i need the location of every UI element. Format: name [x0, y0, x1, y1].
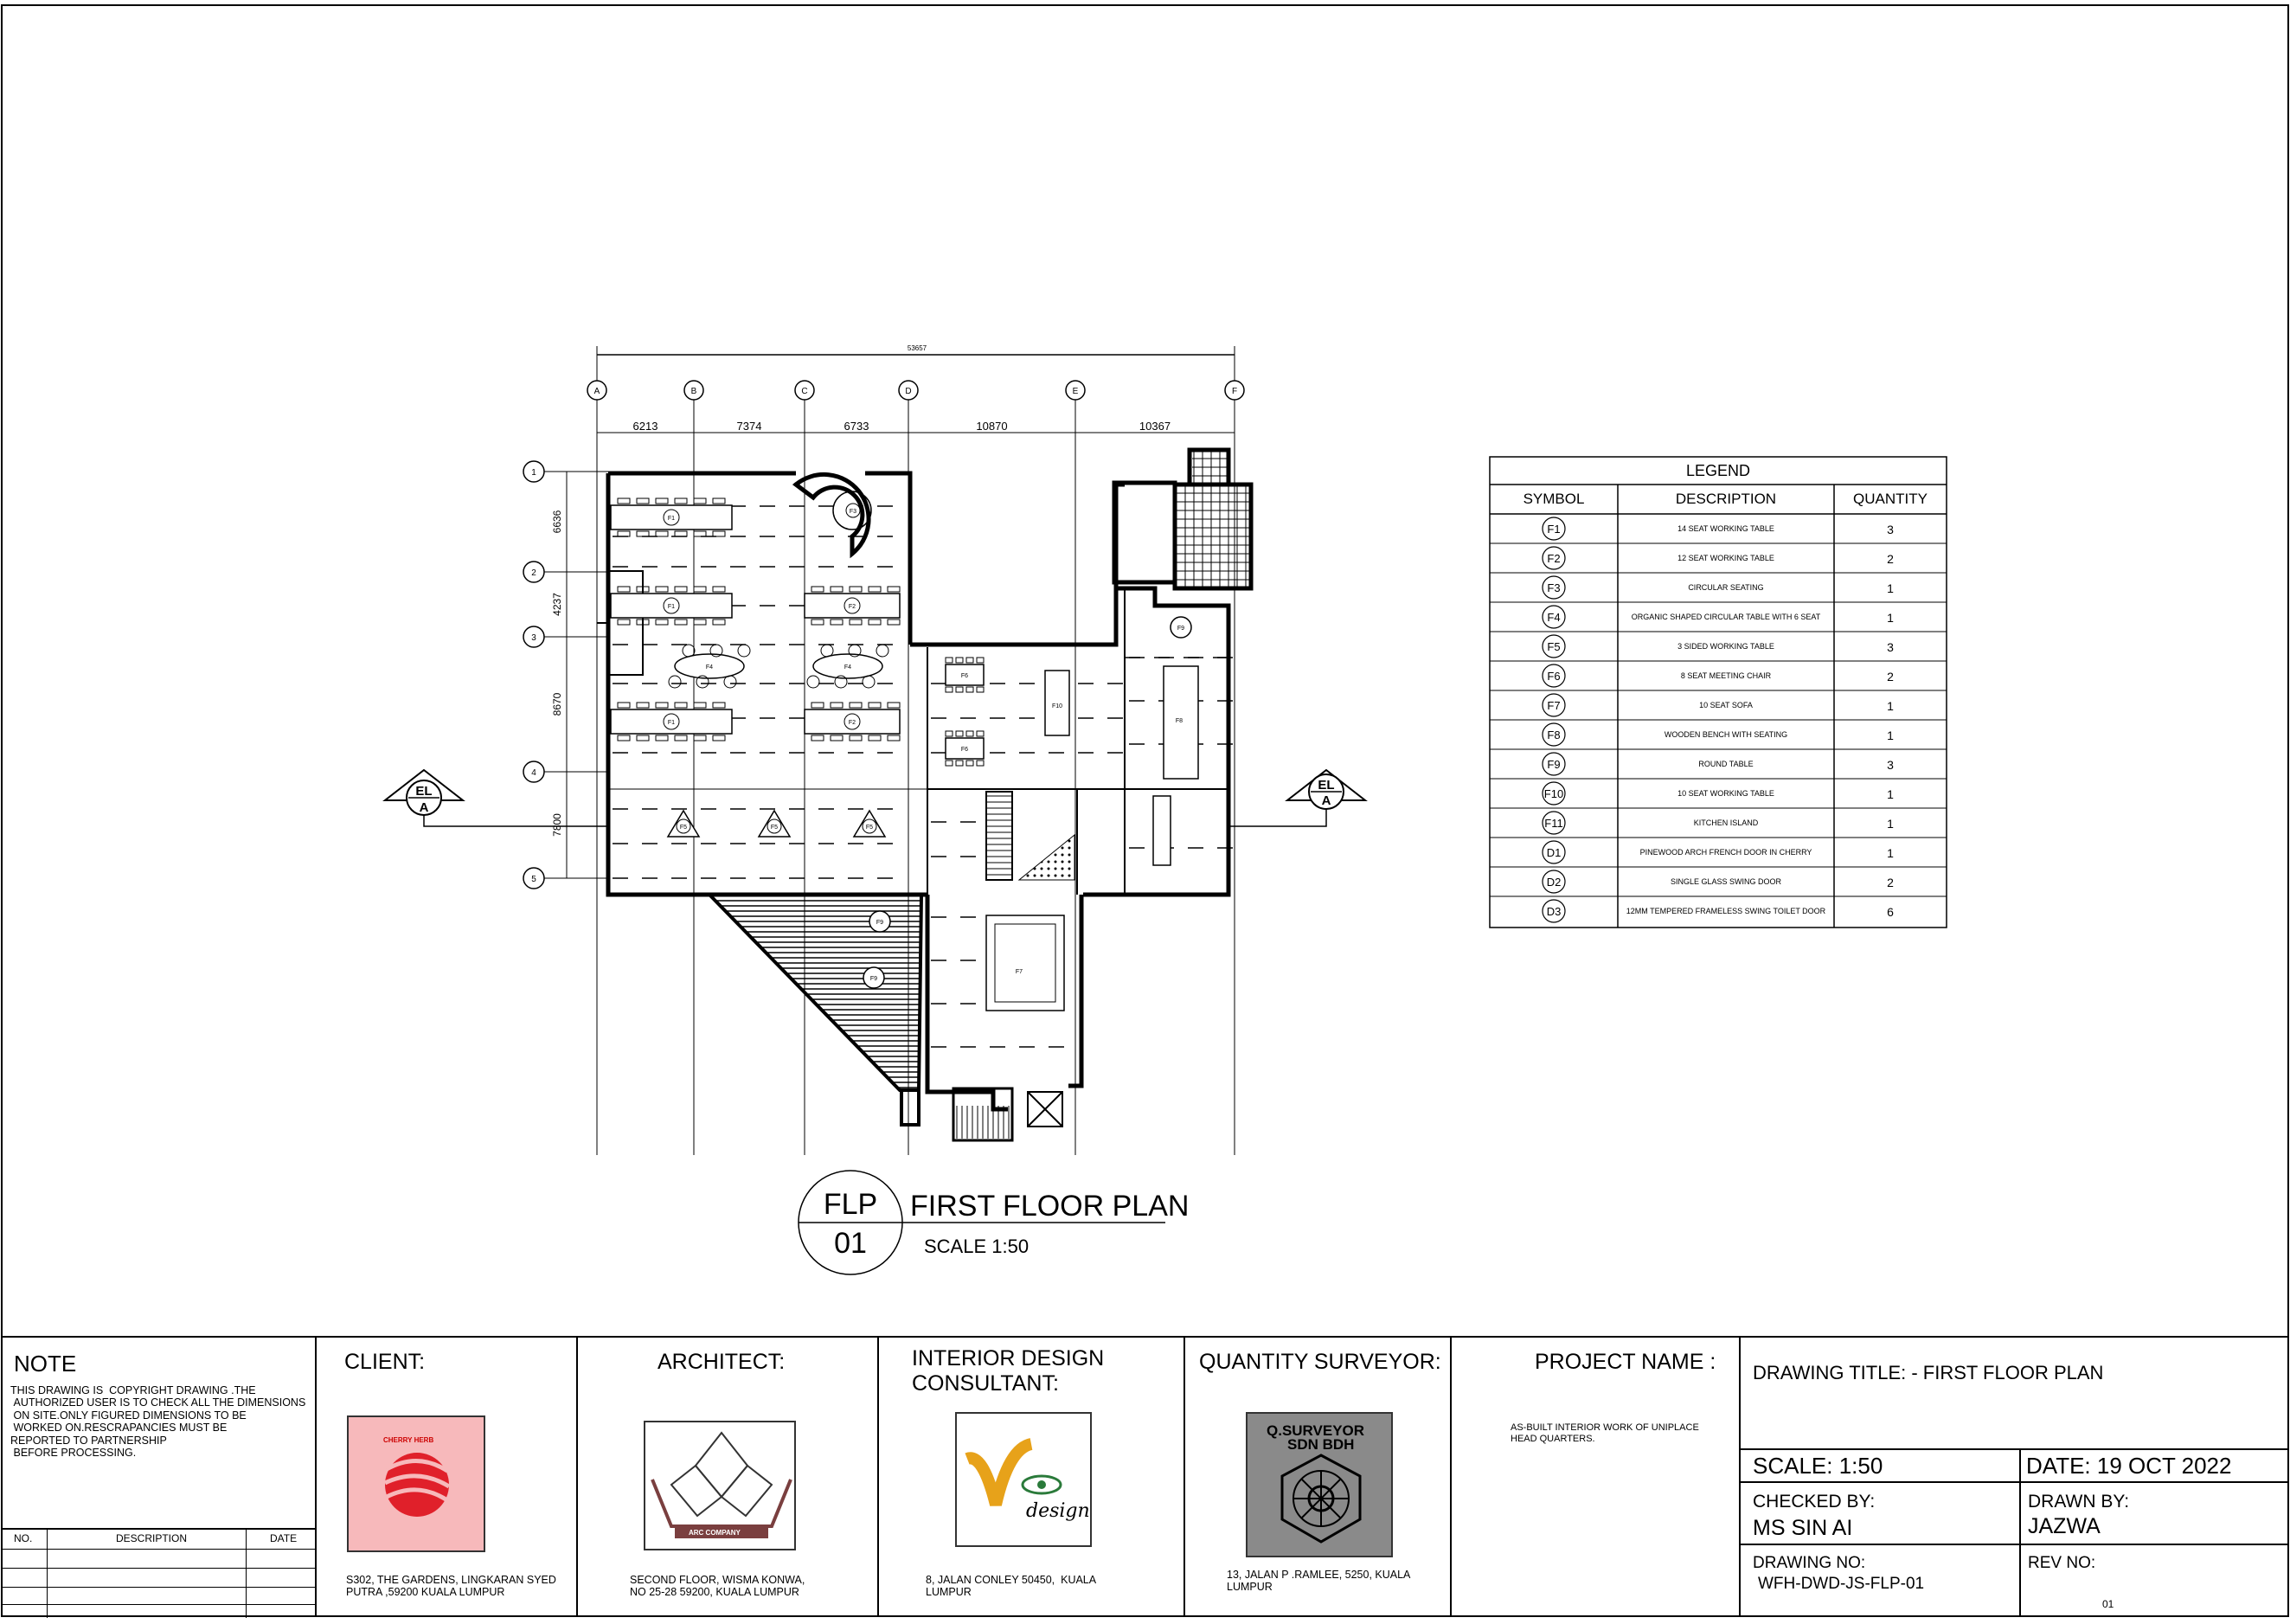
legend-header: SYMBOL	[1523, 491, 1585, 507]
furniture-tag: F5	[679, 825, 688, 831]
interior-logo-mark	[957, 1414, 1094, 1549]
chair	[966, 761, 973, 766]
grid-rows	[523, 461, 608, 889]
legend-symbol: D3	[1546, 905, 1562, 918]
drawing-date: DATE: 19 OCT 2022	[2026, 1453, 2232, 1479]
drawn-by-label: DRAWN BY:	[2028, 1492, 2130, 1512]
toilet-tiles	[1177, 486, 1249, 587]
client-logo	[347, 1415, 485, 1552]
chair	[966, 731, 973, 736]
surveyor-logo-text-2: SDN BDH	[1287, 1436, 1355, 1453]
plan-tag-top: FLP	[823, 1188, 878, 1221]
legend-quantity: 1	[1887, 581, 1894, 595]
legend-header: QUANTITY	[1853, 491, 1928, 507]
chair	[675, 587, 687, 592]
drawn-by-value: JAZWA	[2028, 1514, 2101, 1538]
legend-quantity: 2	[1887, 552, 1894, 566]
chair	[656, 587, 668, 592]
elevation-marker-right	[1228, 770, 1365, 826]
seat	[669, 676, 681, 688]
surveyor-logo	[1246, 1412, 1393, 1557]
legend-quantity: 1	[1887, 611, 1894, 625]
drawing-info-section	[1741, 1338, 2288, 1616]
client-logo-text: CHERRY HERB	[383, 1436, 434, 1444]
chair	[637, 498, 649, 504]
legend-quantity: 2	[1887, 876, 1894, 889]
chair	[831, 735, 843, 741]
chair	[811, 619, 824, 625]
surveyor-address: 13, JALAN P .RAMLEE, 5250, KUALA LUMPUR	[1227, 1569, 1411, 1594]
toilet-tiles-2	[1192, 452, 1227, 483]
seat	[876, 645, 888, 657]
furniture-tag: F5	[770, 825, 779, 831]
legend-description: 8 SEAT MEETING CHAIR	[1680, 671, 1772, 680]
chair	[637, 531, 649, 536]
drawing-no-label: DRAWING NO:	[1753, 1554, 1866, 1572]
chair	[675, 703, 687, 708]
elevation-right-bottom: A	[1321, 793, 1331, 808]
chair	[811, 587, 824, 592]
legend-quantity: 2	[1887, 670, 1894, 684]
chair	[850, 619, 862, 625]
checked-by-value: MS SIN AI	[1753, 1516, 1853, 1540]
chair	[675, 498, 687, 504]
grid-row-label: 4	[531, 768, 536, 778]
chair	[946, 731, 953, 736]
lower-staircase	[953, 1088, 1062, 1140]
legend-description: 10 SEAT WORKING TABLE	[1677, 789, 1774, 798]
legend-symbol: F10	[1543, 787, 1564, 800]
chair	[618, 498, 630, 504]
chair	[831, 703, 843, 708]
legend-header: DESCRIPTION	[1675, 491, 1777, 507]
chair	[637, 735, 649, 741]
row-dim-text: 4237	[551, 593, 563, 616]
legend-symbol: F3	[1547, 581, 1561, 594]
chair	[713, 587, 725, 592]
legend-title: LEGEND	[1685, 462, 1751, 479]
chair	[850, 735, 862, 741]
seat	[724, 676, 736, 688]
chair	[850, 703, 862, 708]
furniture-tag: F1	[667, 604, 676, 610]
chair	[713, 498, 725, 504]
interior-logo	[955, 1412, 1092, 1547]
interior-address: 8, JALAN CONLEY 50450, KUALA LUMPUR	[926, 1574, 1097, 1599]
chair	[888, 703, 900, 708]
legend-symbol: F6	[1547, 670, 1561, 683]
revision-table	[2, 1528, 315, 1618]
note-text: THIS DRAWING IS COPYRIGHT DRAWING .THE AUTHORIZED USER IS TO CHECK ALL THE DIMENSIONS ON SITE.ONLY FIGURED DIMENSIONS TO BE WORKED ON.RESCRAPANCIES MUST BE REPORTED TO PARTNERSHIP BEFORE PROCESSING.	[10, 1384, 306, 1459]
legend-description: 12 SEAT WORKING TABLE	[1677, 554, 1774, 562]
seat	[683, 645, 695, 657]
note-heading: NOTE	[14, 1351, 77, 1377]
furniture-tag: F4	[705, 664, 714, 671]
rev-header-description: DESCRIPTION	[116, 1532, 188, 1544]
legend-table	[1490, 457, 1947, 928]
legend-description: 10 SEAT SOFA	[1699, 701, 1753, 709]
chair	[694, 587, 706, 592]
seat	[863, 676, 875, 688]
legend-description: PINEWOOD ARCH FRENCH DOOR IN CHERRY	[1639, 848, 1812, 857]
legend-description: KITCHEN ISLAND	[1693, 818, 1759, 827]
grid-row-label: 5	[531, 875, 536, 884]
legend-symbol: F1	[1547, 523, 1561, 536]
chair	[946, 687, 953, 692]
architect-address: SECOND FLOOR, WISMA KONWA, NO 25-28 59200, KUALA LUMPUR	[630, 1574, 805, 1599]
rev-no-value: 01	[2102, 1598, 2114, 1610]
legend-description: WOODEN BENCH WITH SEATING	[1664, 730, 1788, 739]
chair	[618, 735, 630, 741]
grid-column-label: E	[1072, 387, 1079, 396]
legend-quantity: 3	[1887, 640, 1894, 654]
legend-quantity: 1	[1887, 699, 1894, 713]
legend-symbol: F5	[1547, 640, 1561, 653]
project-section	[1452, 1338, 1741, 1616]
legend-quantity: 6	[1887, 905, 1894, 919]
chair	[713, 735, 725, 741]
seat	[807, 676, 819, 688]
legend-symbol: F7	[1547, 699, 1561, 712]
plan-title-block	[799, 1171, 1189, 1274]
legend-symbol: F8	[1547, 729, 1561, 741]
legend-description: SINGLE GLASS SWING DOOR	[1670, 877, 1782, 886]
plan-title: FIRST FLOOR PLAN	[910, 1190, 1190, 1223]
chair	[956, 687, 963, 692]
furniture-tag: F8	[1175, 718, 1183, 724]
column-dim-text: 6733	[844, 420, 869, 433]
chair	[956, 761, 963, 766]
rev-no-label: REV NO:	[2028, 1554, 2096, 1572]
column-dim-text: 10870	[976, 420, 1008, 433]
chair	[618, 587, 630, 592]
elevation-right-top: EL	[1318, 778, 1335, 793]
chair	[656, 703, 668, 708]
architect-heading: ARCHITECT:	[657, 1350, 786, 1374]
chair	[713, 703, 725, 708]
drawing-scale: SCALE: 1:50	[1753, 1453, 1883, 1479]
furniture-tag: F7	[1015, 969, 1023, 975]
interior-section	[879, 1338, 1185, 1616]
rev-header-no: NO.	[14, 1532, 33, 1544]
chair	[869, 735, 881, 741]
chair	[637, 703, 649, 708]
grid-column-label: F	[1231, 387, 1238, 396]
chair	[869, 619, 881, 625]
furniture-tag: F2	[848, 604, 856, 610]
chair	[675, 735, 687, 741]
legend-quantity: 1	[1887, 729, 1894, 742]
client-logo-mark	[349, 1417, 487, 1554]
chair	[977, 687, 984, 692]
legend-quantity: 1	[1887, 817, 1894, 831]
surveyor-logo-text-1: Q.SURVEYOR	[1267, 1422, 1365, 1439]
elevation-left-top: EL	[415, 784, 433, 799]
legend-symbol: D1	[1546, 846, 1562, 859]
client-heading: CLIENT:	[344, 1350, 426, 1374]
legend-quantity: 1	[1887, 846, 1894, 860]
elevation-marker-left	[385, 770, 608, 826]
grid-column-label: D	[905, 387, 912, 396]
circular-seating-f3	[796, 474, 871, 554]
drawing-no-value: WFH-DWD-JS-FLP-01	[1758, 1575, 1925, 1593]
furniture-tag: F9	[1177, 626, 1185, 632]
plan-scale: SCALE 1:50	[924, 1236, 1030, 1257]
chair	[956, 658, 963, 663]
chair	[831, 587, 843, 592]
chair	[831, 619, 843, 625]
surveyor-logo-mark	[1248, 1414, 1395, 1559]
legend-symbol: F2	[1547, 552, 1561, 565]
furniture-tag: F9	[876, 920, 884, 926]
chair	[966, 687, 973, 692]
legend-description: ROUND TABLE	[1698, 760, 1754, 768]
title-block	[2, 1336, 2288, 1616]
interior-logo-text: design	[1026, 1500, 1090, 1522]
furniture-tag: F6	[960, 747, 969, 753]
column-dim-text: 7374	[736, 420, 762, 433]
row-dim-text: 8670	[551, 692, 563, 716]
legend-quantity: 3	[1887, 758, 1894, 772]
building-walls	[597, 450, 1251, 1125]
furniture-tag: F4	[844, 664, 852, 671]
chair	[850, 587, 862, 592]
column-dim-text: 10367	[1139, 420, 1171, 433]
chair	[694, 735, 706, 741]
furniture-tag: F3	[849, 509, 857, 515]
client-address: S302, THE GARDENS, LINGKARAN SYED PUTRA ,59200 KUALA LUMPUR	[346, 1574, 556, 1599]
chair	[694, 531, 706, 536]
grid-column-label: C	[801, 387, 808, 396]
chair	[713, 531, 725, 536]
architect-logo-text: ARC COMPANY	[689, 1529, 741, 1537]
legend-description: ORGANIC SHAPED CIRCULAR TABLE WITH 6 SEAT	[1631, 613, 1821, 621]
elevation-left-bottom: A	[419, 800, 429, 815]
legend-description: 14 SEAT WORKING TABLE	[1677, 524, 1774, 533]
chair	[656, 531, 668, 536]
legend-symbol: F4	[1547, 611, 1561, 624]
project-text: AS-BUILT INTERIOR WORK OF UNIPLACE HEAD QUARTERS.	[1511, 1422, 1699, 1444]
grid-column-label: A	[593, 387, 600, 396]
staircase	[986, 792, 1074, 880]
grid-column-label: B	[690, 387, 697, 396]
project-heading: PROJECT NAME :	[1535, 1350, 1716, 1374]
sofa-f7	[986, 915, 1064, 1011]
architect-logo	[644, 1421, 796, 1550]
chair	[946, 658, 953, 663]
chair	[888, 619, 900, 625]
chair	[977, 731, 984, 736]
rev-header-date: DATE	[270, 1532, 298, 1544]
chair	[869, 587, 881, 592]
legend-symbol: F9	[1547, 758, 1561, 771]
chair	[977, 761, 984, 766]
chair	[966, 658, 973, 663]
legend-symbol: D2	[1546, 876, 1562, 889]
plan-tag-bottom: 01	[834, 1227, 867, 1260]
chair	[694, 619, 706, 625]
grid-row-label: 2	[531, 568, 536, 578]
chair	[618, 531, 630, 536]
chair	[618, 703, 630, 708]
checked-by-label: CHECKED BY:	[1753, 1492, 1876, 1512]
chair	[675, 531, 687, 536]
surveyor-section	[1185, 1338, 1452, 1616]
legend-description: 12MM TEMPERED FRAMELESS SWING TOILET DOOR	[1626, 907, 1826, 915]
furniture-tag: F9	[869, 976, 878, 982]
chair	[694, 498, 706, 504]
chair	[811, 735, 824, 741]
furniture-tag: F6	[960, 673, 969, 679]
chair	[956, 731, 963, 736]
legend-description: 3 SIDED WORKING TABLE	[1677, 642, 1774, 651]
architect-section	[578, 1338, 879, 1616]
chair	[888, 587, 900, 592]
chair	[618, 619, 630, 625]
drawing-title: DRAWING TITLE: - FIRST FLOOR PLAN	[1753, 1362, 2104, 1383]
chair	[869, 703, 881, 708]
chair	[713, 619, 725, 625]
furniture-tag: F1	[667, 516, 676, 522]
surveyor-heading: QUANTITY SURVEYOR:	[1199, 1350, 1441, 1374]
legend-symbol: F11	[1544, 817, 1563, 830]
chair	[811, 703, 824, 708]
chair	[656, 619, 668, 625]
chair	[656, 735, 668, 741]
note-section	[2, 1338, 317, 1616]
chair	[977, 658, 984, 663]
furniture-tag: F1	[667, 720, 676, 726]
grid-row-label: 1	[531, 468, 536, 478]
chair	[888, 735, 900, 741]
chair	[946, 761, 953, 766]
seat	[821, 645, 833, 657]
row-dim-text: 7800	[551, 813, 563, 837]
chair	[656, 498, 668, 504]
overall-dim-text: 53657	[907, 344, 927, 352]
interior-heading: INTERIOR DESIGN CONSULTANT:	[912, 1346, 1105, 1396]
chair	[675, 619, 687, 625]
kitchen-island-f11	[1153, 796, 1171, 865]
furniture-tag: F10	[1051, 703, 1063, 709]
row-dim-text: 6636	[551, 510, 563, 534]
legend-description: CIRCULAR SEATING	[1688, 583, 1764, 592]
column-dim-text: 6213	[632, 420, 658, 433]
client-section	[317, 1338, 578, 1616]
furniture-tag: F2	[848, 720, 856, 726]
furniture-tag: F5	[865, 825, 874, 831]
legend-quantity: 3	[1887, 523, 1894, 536]
chair	[694, 703, 706, 708]
legend-quantity: 1	[1887, 787, 1894, 801]
grid-row-label: 3	[531, 633, 536, 643]
seat	[738, 645, 750, 657]
